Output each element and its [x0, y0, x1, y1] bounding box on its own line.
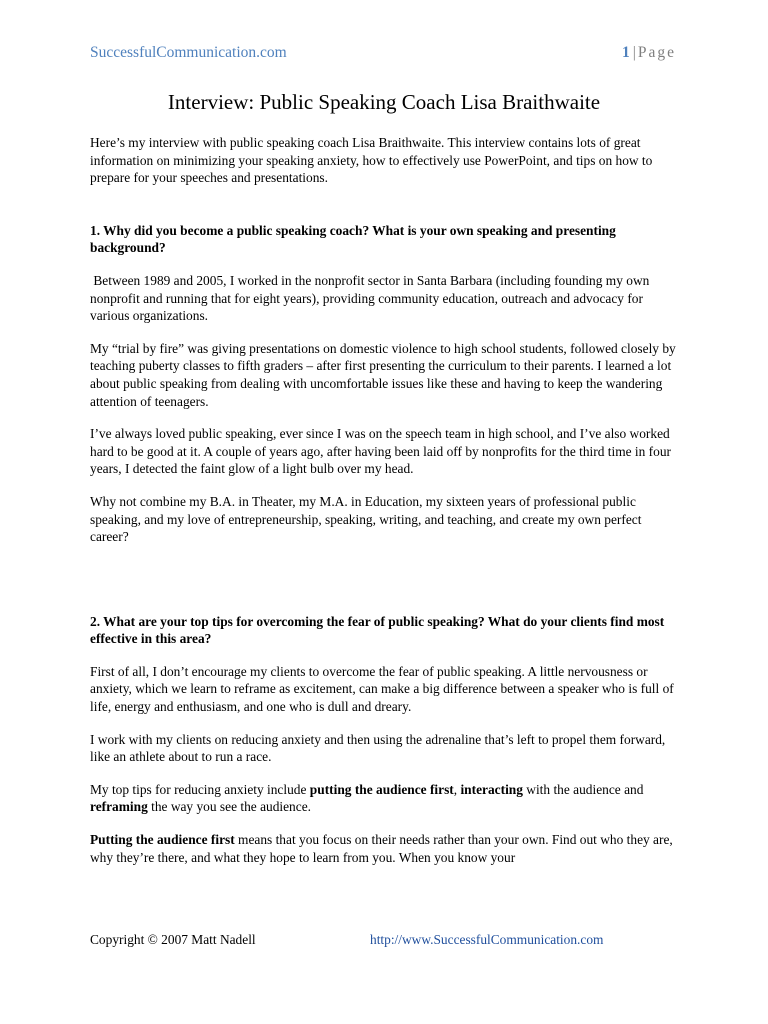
bold-phrase-interacting: interacting	[460, 781, 523, 797]
footer-website-link[interactable]: http://www.SuccessfulCommunication.com	[370, 932, 604, 947]
answer-1-paragraph-4: Why not combine my B.A. in Theater, my M.A. in Education, my sixteen years of professional public speaking, and my love of entrepreneurship, speaking, writing, and teaching, and create my own perfect career?	[90, 493, 642, 545]
page-number-indicator	[622, 44, 676, 62]
bold-phrase-putting-audience-first: Putting the audience first	[90, 832, 235, 848]
question-1: 1. Why did you become a public speaking coach? What is your own speaking and presenting background?	[90, 222, 616, 256]
text-run: with the audience and	[522, 781, 644, 797]
intro-paragraph: Here’s my interview with public speaking coach Lisa Braithwaite. This interview contains lots of great information on minimizing your speaking anxiety, how to effectively use PowerPoint, and tips on how to prepare for your speeches and presentations.	[90, 135, 653, 186]
page-number: 1	[622, 44, 630, 61]
answer-2-paragraph-3	[90, 781, 682, 816]
answer-2-paragraph-4	[90, 831, 682, 866]
answer-1-paragraph-3: I’ve always loved public speaking, ever since I was on the speech team in high school, and I’ve also worked hard to be good at it. A couple of years ago, after having been laid off by nonprofits for the third time in four years, I detected the faint glow of a light bulb over my head.	[90, 426, 671, 477]
document-title: Interview: Public Speaking Coach Lisa Braithwaite	[167, 90, 601, 114]
text-run: means that you focus on their needs rather than your own. Find out who they are, why they’re there, and what they hope to learn from you. When you know your	[90, 832, 673, 865]
text-run: My top tips for reducing anxiety include	[90, 781, 310, 797]
page-separator: |	[632, 44, 636, 61]
page-label: Page	[637, 44, 676, 61]
footer-copyright: Copyright © 2007 Matt Nadell	[90, 932, 256, 947]
bold-phrase-reframing: reframing	[90, 799, 148, 815]
question-2: 2. What are your top tips for overcoming the fear of public speaking? What do your clients find most effective in this area?	[90, 613, 665, 647]
page-header	[90, 44, 676, 66]
header-site-name: SuccessfulCommunication.com	[90, 44, 287, 61]
bold-phrase-audience-first: putting the audience first	[309, 781, 454, 797]
answer-1-paragraph-1: Between 1989 and 2005, I worked in the nonprofit sector in Santa Barbara (including founding my own nonprofit and running that for eight years), providing community education, outreach and advocacy for various organizations.	[90, 272, 653, 324]
text-run: the way you see the audience.	[147, 799, 311, 815]
answer-2-paragraph-1: First of all, I don’t encourage my clients to overcome the fear of public speaking. A little nervousness or anxiety, which we learn to reframe as excitement, can make a big difference between a speaker who is full of life, energy and enthusiasm, and one who is dull and dreary.	[90, 663, 674, 715]
answer-2-paragraph-2: I work with my clients on reducing anxiety and then using the adrenaline that’s left to propel them forward, like an athlete about to run a race.	[90, 731, 666, 765]
text-run: ,	[453, 781, 461, 797]
document-body	[90, 134, 682, 881]
answer-1-paragraph-2: My “trial by fire” was giving presentations on domestic violence to high school students, followed closely by teaching puberty classes to fifth graders – after first presenting the curriculum to their parents. I learned a lot about public speaking from dealing with uncomfortable issues like these and having to keep the wandering attention of teenagers.	[90, 340, 676, 409]
